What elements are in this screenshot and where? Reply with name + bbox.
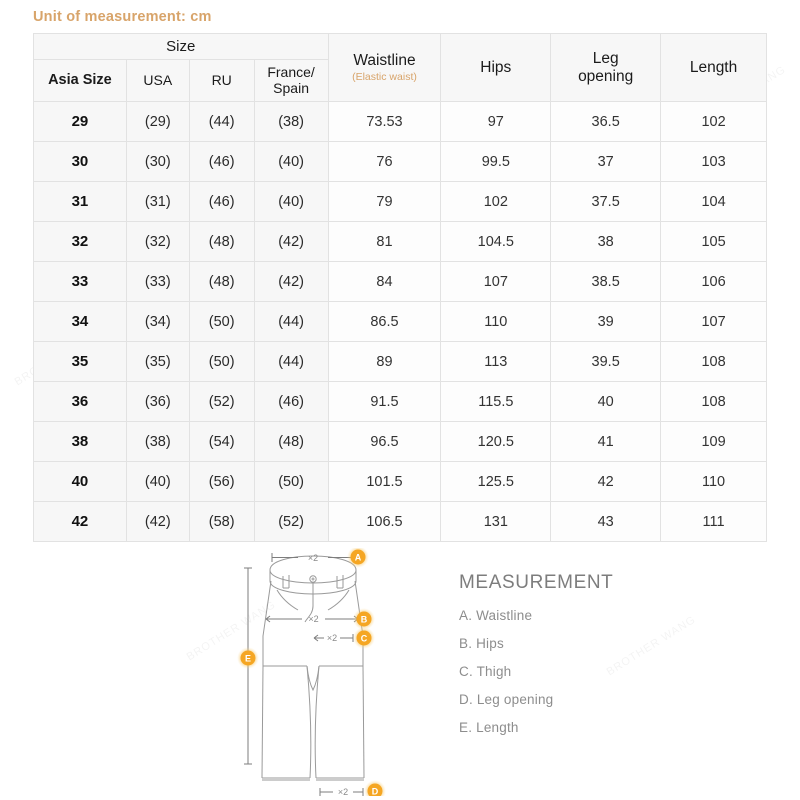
table-cell-asia-size: 31 (34, 182, 127, 222)
table-cell-france-spain: (52) (254, 502, 328, 542)
column-header-ru: RU (189, 60, 254, 102)
table-cell-ru: (46) (189, 182, 254, 222)
dimension-label-x2-hips: ×2 (308, 614, 319, 624)
legend-item-hips: B. Hips (459, 636, 504, 651)
column-header-france-spain-line2: Spain (273, 79, 309, 96)
column-header-leg-opening-line2: opening (578, 67, 634, 85)
table-row (34, 462, 767, 502)
table-cell-usa: (30) (126, 142, 189, 182)
table-cell-waistline: 101.5 (328, 462, 441, 502)
table-cell-length: 108 (661, 342, 767, 382)
table-header (34, 34, 767, 102)
table-row (34, 422, 767, 462)
table-cell-ru: (48) (189, 222, 254, 262)
table-cell-france-spain: (48) (254, 422, 328, 462)
column-header-length (661, 34, 767, 102)
column-header-hips-main: Hips (480, 58, 512, 76)
table-cell-hips: 107 (441, 262, 551, 302)
table-row (34, 142, 767, 182)
table-cell-france-spain: (42) (254, 222, 328, 262)
table-row (34, 302, 767, 342)
table-cell-length: 110 (661, 462, 767, 502)
table-cell-asia-size: 42 (34, 502, 127, 542)
table-cell-ru: (54) (189, 422, 254, 462)
watermark (605, 614, 698, 679)
table-cell-leg-opening: 37 (551, 142, 661, 182)
table-row (34, 502, 767, 542)
table-cell-hips: 104.5 (441, 222, 551, 262)
legend-item-length: E. Length (459, 720, 519, 735)
table-cell-leg-opening: 40 (551, 382, 661, 422)
table-cell-usa: (40) (126, 462, 189, 502)
table-cell-waistline: 84 (328, 262, 441, 302)
marker-b-label: B (360, 614, 368, 625)
table-cell-usa: (34) (126, 302, 189, 342)
table-cell-length: 104 (661, 182, 767, 222)
table-cell-france-spain: (42) (254, 262, 328, 302)
table-cell-france-spain: (44) (254, 302, 328, 342)
table-cell-ru: (44) (189, 102, 254, 142)
column-header-hips (441, 34, 551, 102)
table-cell-hips: 115.5 (441, 382, 551, 422)
table-cell-waistline: 76 (328, 142, 441, 182)
table-cell-ru: (48) (189, 262, 254, 302)
table-cell-hips: 125.5 (441, 462, 551, 502)
table-cell-waistline: 73.53 (328, 102, 441, 142)
column-header-length-main: Length (689, 58, 738, 76)
table-cell-france-spain: (46) (254, 382, 328, 422)
table-cell-ru: (46) (189, 142, 254, 182)
column-header-france-spain-line1: France/ (267, 63, 315, 80)
table-cell-leg-opening: 38.5 (551, 262, 661, 302)
table-cell-leg-opening: 43 (551, 502, 661, 542)
table-cell-ru: (58) (189, 502, 254, 542)
table-cell-asia-size: 36 (34, 382, 127, 422)
table-cell-hips: 102 (441, 182, 551, 222)
table-cell-ru: (50) (189, 342, 254, 382)
table-cell-ru: (52) (189, 382, 254, 422)
table-cell-asia-size: 30 (34, 142, 127, 182)
marker-e-label: E (244, 653, 252, 664)
table-cell-usa: (29) (126, 102, 189, 142)
table-cell-usa: (32) (126, 222, 189, 262)
table-cell-france-spain: (40) (254, 142, 328, 182)
table-cell-france-spain: (38) (254, 102, 328, 142)
table-cell-asia-size: 29 (34, 102, 127, 142)
column-header-usa: USA (126, 60, 189, 102)
table-cell-hips: 97 (441, 102, 551, 142)
table-cell-usa: (31) (126, 182, 189, 222)
table-cell-ru: (50) (189, 302, 254, 342)
column-header-asia-size: Asia Size (34, 60, 127, 102)
table-cell-length: 109 (661, 422, 767, 462)
table-cell-asia-size: 33 (34, 262, 127, 302)
table-cell-leg-opening: 37.5 (551, 182, 661, 222)
table-cell-leg-opening: 39.5 (551, 342, 661, 382)
dimension-label-x2-thigh: ×2 (326, 633, 338, 643)
table-cell-ru: (56) (189, 462, 254, 502)
table-cell-france-spain: (40) (254, 182, 328, 222)
column-header-waistline-sub: (Elastic waist) (352, 70, 417, 83)
table-row (34, 222, 767, 262)
table-row (34, 342, 767, 382)
table-cell-leg-opening: 36.5 (551, 102, 661, 142)
marker-d-label: D (371, 786, 379, 796)
marker-c-label: C (360, 633, 368, 644)
table-cell-asia-size: 35 (34, 342, 127, 382)
table-row (34, 382, 767, 422)
table-cell-hips: 99.5 (441, 142, 551, 182)
table-cell-length: 106 (661, 262, 767, 302)
header-row-group (34, 34, 767, 60)
table-cell-waistline: 89 (328, 342, 441, 382)
column-header-waistline-main: Waistline (353, 52, 416, 70)
legend-title: MEASUREMENT (459, 572, 614, 593)
table-body (34, 102, 767, 542)
table-cell-leg-opening: 41 (551, 422, 661, 462)
table-cell-leg-opening: 42 (551, 462, 661, 502)
table-row (34, 262, 767, 302)
table-cell-usa: (38) (126, 422, 189, 462)
table-cell-usa: (33) (126, 262, 189, 302)
legend-item-leg-opening: D. Leg opening (459, 692, 554, 707)
table-cell-asia-size: 38 (34, 422, 127, 462)
table-cell-waistline: 86.5 (328, 302, 441, 342)
table-cell-france-spain: (44) (254, 342, 328, 382)
dimension-label-x2-leg-opening: ×2 (337, 787, 349, 796)
table-cell-waistline: 91.5 (328, 382, 441, 422)
table-cell-length: 103 (661, 142, 767, 182)
unit-of-measurement-note: Unit of measurement: cm (33, 9, 212, 25)
table-cell-hips: 131 (441, 502, 551, 542)
table-cell-length: 107 (661, 302, 767, 342)
table-cell-waistline: 79 (328, 182, 441, 222)
dimension-label-x2-waist: ×2 (307, 553, 319, 563)
table-cell-usa: (42) (126, 502, 189, 542)
table-cell-waistline: 96.5 (328, 422, 441, 462)
table-cell-waistline: 106.5 (328, 502, 441, 542)
measurement-legend (459, 572, 613, 748)
table-cell-hips: 110 (441, 302, 551, 342)
table-cell-hips: 113 (441, 342, 551, 382)
table-row (34, 182, 767, 222)
table-row (34, 102, 767, 142)
table-cell-asia-size: 34 (34, 302, 127, 342)
legend-item-waistline: A. Waistline (459, 608, 533, 623)
pants-measurement-diagram (236, 548, 396, 796)
table-cell-leg-opening: 38 (551, 222, 661, 262)
column-header-leg-opening-line1: Leg (592, 49, 619, 67)
table-cell-france-spain: (50) (254, 462, 328, 502)
table-cell-asia-size: 40 (34, 462, 127, 502)
table-cell-hips: 120.5 (441, 422, 551, 462)
table-cell-usa: (35) (126, 342, 189, 382)
table-cell-usa: (36) (126, 382, 189, 422)
column-header-france-spain (254, 60, 328, 102)
table-cell-length: 108 (661, 382, 767, 422)
table-cell-waistline: 81 (328, 222, 441, 262)
column-header-waistline (328, 34, 441, 102)
table-cell-length: 111 (661, 502, 767, 542)
size-chart-table (33, 33, 767, 542)
column-header-leg-opening (551, 34, 661, 102)
column-group-size: Size (34, 34, 329, 60)
table-cell-asia-size: 32 (34, 222, 127, 262)
table-cell-leg-opening: 39 (551, 302, 661, 342)
legend-item-thigh: C. Thigh (459, 664, 512, 679)
table-cell-length: 102 (661, 102, 767, 142)
table-cell-length: 105 (661, 222, 767, 262)
marker-a-label: A (354, 552, 362, 563)
